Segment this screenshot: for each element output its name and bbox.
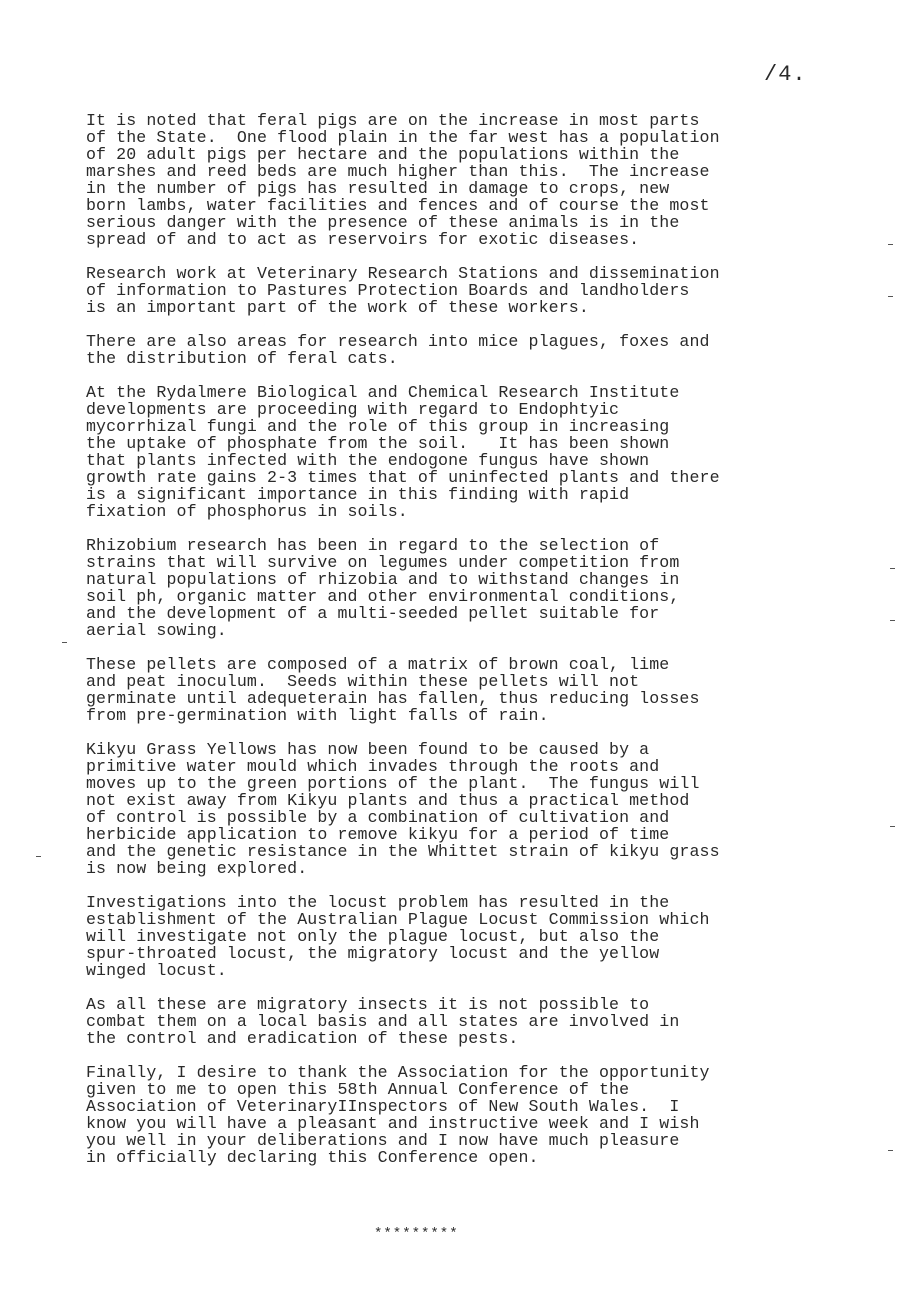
paragraph-closing: Finally, I desire to thank the Association for the opportunity given to me to open this 58th Annual Conference of the Association of VeterinaryIInspectors of New South Wales. I know you will have a pleasant and instructive week and I wish you well in your deliberations and I now have much pleasure in officially declaring this Conference open. xyxy=(86,1063,710,1167)
paragraph-rydalmere-institute: At the Rydalmere Biological and Chemical Research Institute developments are proceeding with regard to Endophtyic mycorrhizal fungi and the role of this group in increasing the uptake of phosphate from the soil. It has been shown that plants infected with the endogone fungus have shown growth rate gains 2-3 times that of uninfected plants and there is a significant importance in this finding with rapid fixation of phosphorus in soils. xyxy=(86,383,720,521)
paragraph-mice-plagues: There are also areas for research into mice plagues, foxes and the distribution of feral cats. xyxy=(86,332,710,368)
scan-mark xyxy=(890,620,895,621)
scan-mark xyxy=(888,296,893,297)
scan-mark xyxy=(888,1150,893,1151)
paragraph-locust-problem: Investigations into the locust problem has resulted in the establishment of the Australian Plague Locust Commission which will investigate not only the plague locust, but also the spur-throated locust, the migratory locust and the yellow winged locust. xyxy=(86,893,710,980)
scan-mark xyxy=(890,826,895,827)
end-of-document-mark: ********* xyxy=(374,1226,459,1242)
document-body xyxy=(86,112,866,1183)
paragraph-pellets: These pellets are composed of a matrix of brown coal, lime and peat inoculum. Seeds within these pellets will not germinate until adequeterain has fallen, thus reducing losses from pre-germination with light falls of rain. xyxy=(86,655,700,725)
scan-mark xyxy=(888,244,893,245)
scan-mark xyxy=(36,856,41,857)
scan-mark xyxy=(62,642,67,643)
paragraph-research-work: Research work at Veterinary Research Stations and dissemination of information to Pastures Protection Boards and landholders is an important part of the work of these workers. xyxy=(86,264,720,317)
paragraph-migratory-insects: As all these are migratory insects it is not possible to combat them on a local basis and all states are involved in the control and eradication of these pests. xyxy=(86,995,680,1048)
paragraph-rhizobium-research: Rhizobium research has been in regard to the selection of strains that will survive on legumes under competition from natural populations of rhizobia and to withstand changes in soil ph, organic matter and other environmental conditions, and the development of a multi-seeded pellet suitable for aerial sowing. xyxy=(86,536,680,640)
paragraph-feral-pigs: It is noted that feral pigs are on the increase in most parts of the State. One flood plain in the far west has a population of 20 adult pigs per hectare and the populations within the marshes and reed beds are much higher than this. The increase in the number of pigs has resulted in damage to crops, new born lambs, water facilities and fences and of course the most serious danger with the presence of these animals is in the spread of and to act as reservoirs for exotic diseases. xyxy=(86,111,720,249)
scan-mark xyxy=(890,568,895,569)
paragraph-kikyu-grass: Kikyu Grass Yellows has now been found to be caused by a primitive water mould which invades through the roots and moves up to the green portions of the plant. The fungus will not exist away from Kikyu plants and thus a practical method of control is possible by a combination of cultivation and herbicide application to remove kikyu for a period of time and the genetic resistance in the Whittet strain of kikyu grass is now being explored. xyxy=(86,740,720,878)
page-number: /4. xyxy=(764,62,807,87)
